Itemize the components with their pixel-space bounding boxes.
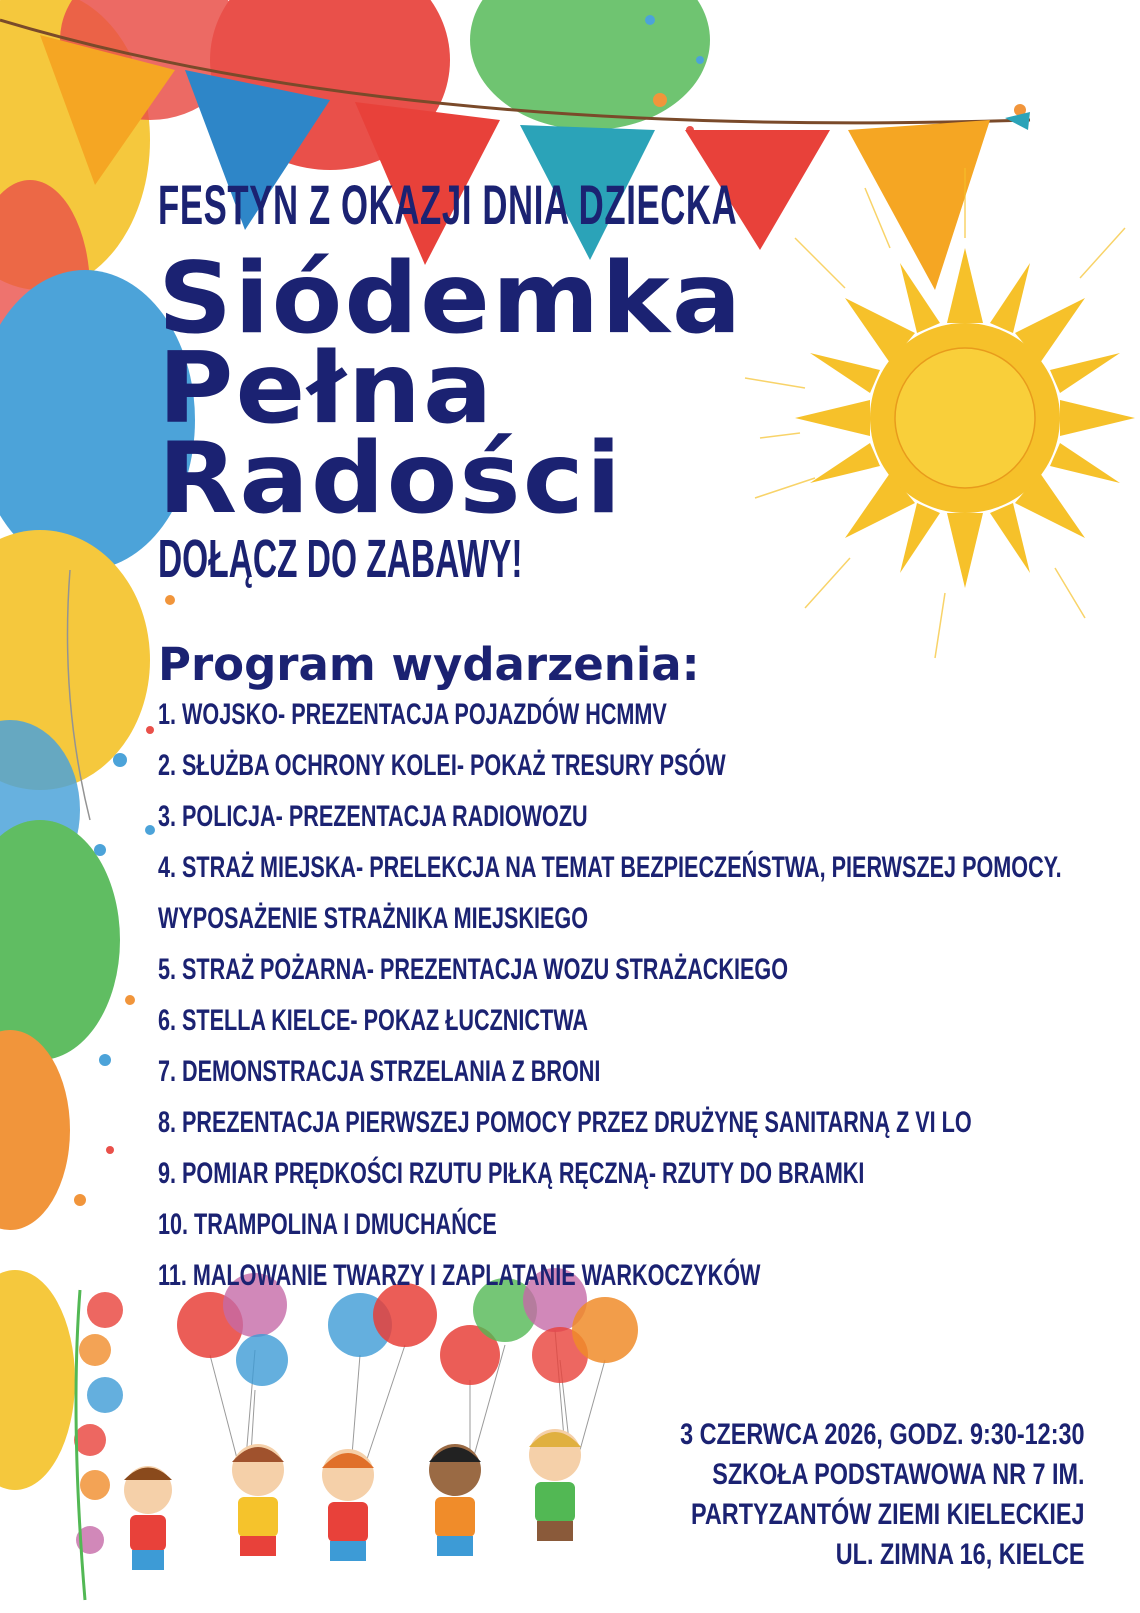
program-item: 4. STRAŻ MIEJSKA- PRELEKCJA NA TEMAT BEZPIECZEŃSTWA, PIERWSZEJ POMOCY. — [158, 851, 1062, 884]
tagline: DOŁĄCZ DO ZABAWY! — [158, 529, 523, 589]
event-date: 3 CZERWCA 2026, GODZ. 9:30-12:30 — [680, 1418, 1085, 1451]
school-name-line-1: SZKOŁA PODSTAWOWA NR 7 IM. — [712, 1458, 1085, 1491]
program-item: 9. POMIAR PRĘDKOŚCI RZUTU PIŁKĄ RĘCZNĄ- RZUTY DO BRAMKI — [158, 1157, 865, 1190]
program-list — [158, 700, 1140, 1312]
program-item: 11. MALOWANIE TWARZY I ZAPLATANIE WARKOCZYKÓW — [158, 1259, 761, 1292]
title-line-2: Pełna — [158, 332, 495, 446]
event-address: UL. ZIMNA 16, KIELCE — [836, 1538, 1085, 1571]
program-item: WYPOSAŻENIE STRAŻNIKA MIEJSKIEGO — [158, 902, 589, 935]
program-item: 3. POLICJA- PREZENTACJA RADIOWOZU — [158, 800, 588, 833]
school-name-line-2: PARTYZANTÓW ZIEMI KIELECKIEJ — [691, 1498, 1085, 1531]
program-item: 8. PREZENTACJA PIERWSZEJ POMOCY PRZEZ DRUŻYNĘ SANITARNĄ Z VI LO — [158, 1106, 972, 1139]
program-item: 2. SŁUŻBA OCHRONY KOLEI- POKAŻ TRESURY PSÓW — [158, 749, 726, 782]
program-heading: Program wydarzenia: — [158, 638, 700, 691]
event-subtitle: FESTYN Z OKAZJI DNIA DZIECKA — [158, 173, 738, 236]
program-item: 5. STRAŻ POŻARNA- PREZENTACJA WOZU STRAŻACKIEGO — [158, 953, 788, 986]
program-item: 10. TRAMPOLINA I DMUCHAŃCE — [158, 1208, 497, 1241]
program-item: 1. WOJSKO- PREZENTACJA POJAZDÓW HCMMV — [158, 698, 667, 731]
children-with-balloons-illustration — [74, 1268, 638, 1600]
title-line-1: Siódemka — [158, 242, 744, 356]
title-line-3: Radości — [158, 422, 624, 536]
program-item: 7. DEMONSTRACJA STRZELANIA Z BRONI — [158, 1055, 601, 1088]
program-item: 6. STELLA KIELCE- POKAZ ŁUCZNICTWA — [158, 1004, 588, 1037]
event-info — [566, 1415, 1085, 1575]
